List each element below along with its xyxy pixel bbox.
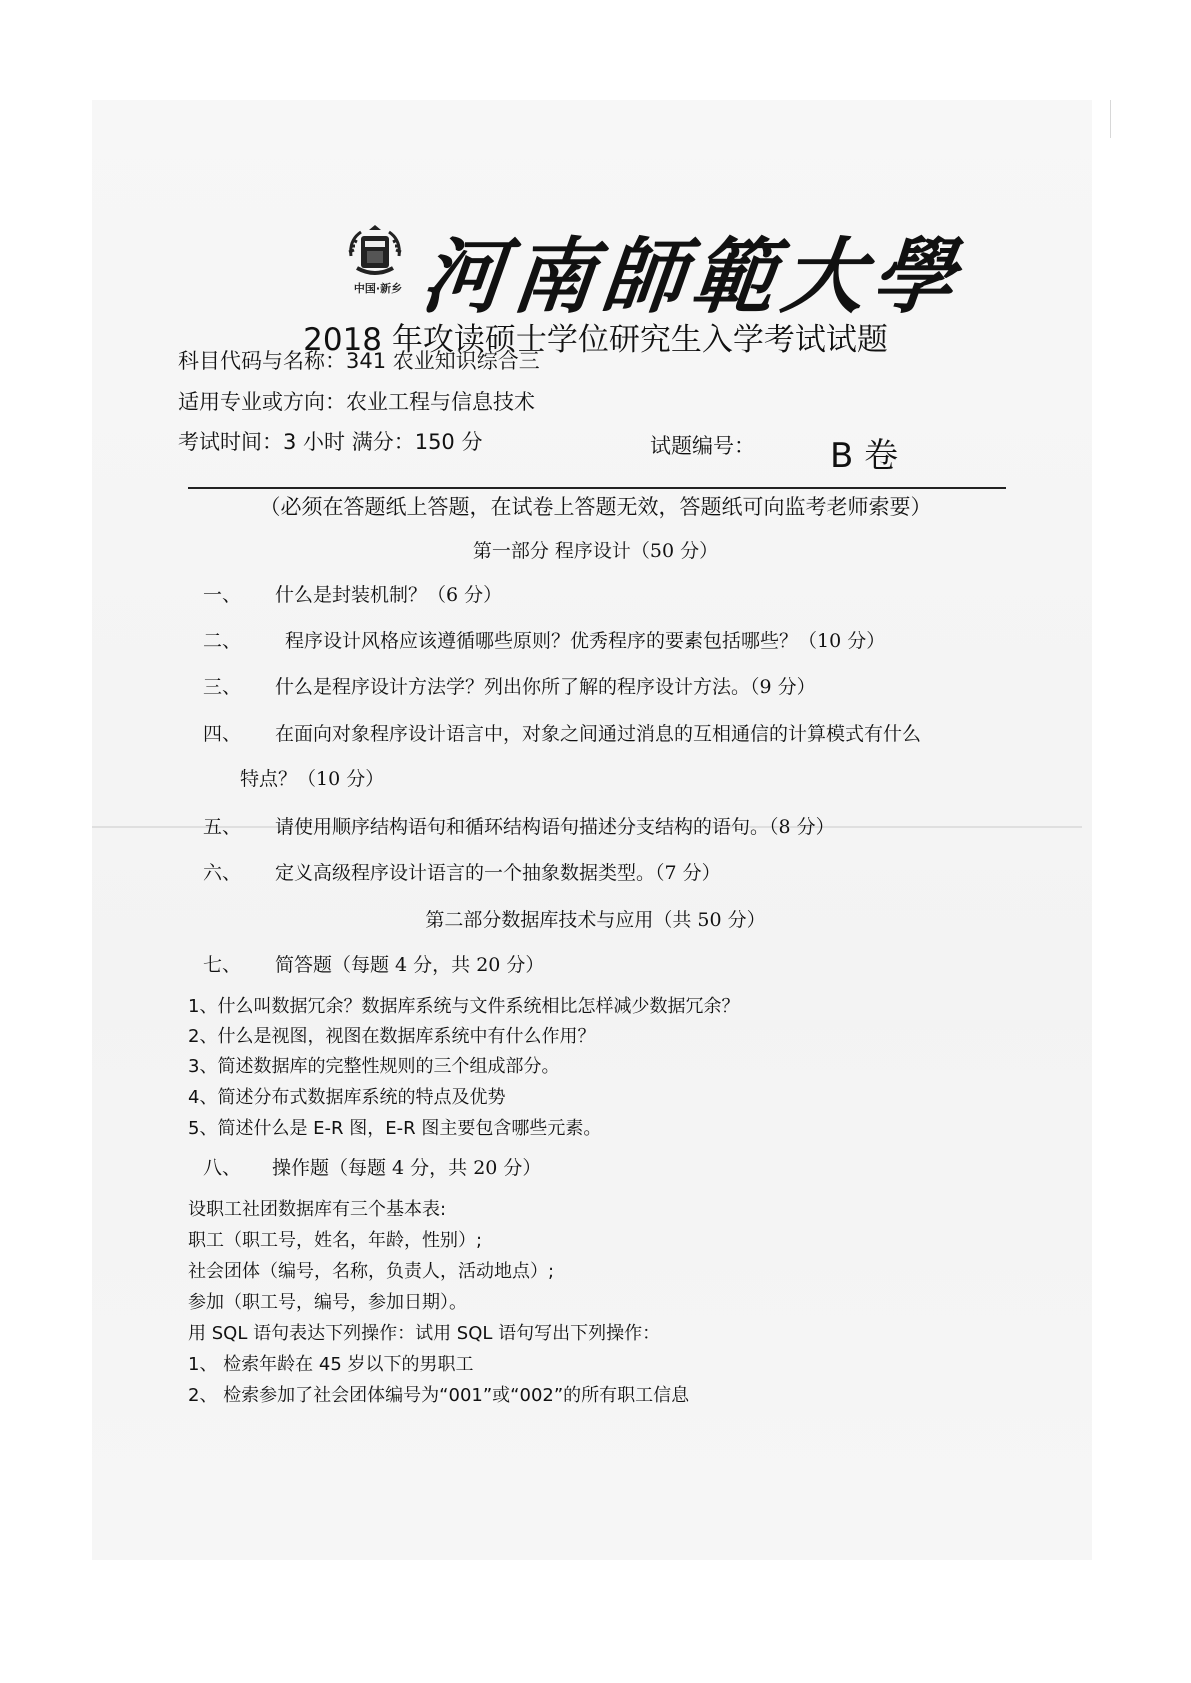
q7-item: 1、什么叫数据冗余？数据库系统与文件系统相比怎样减少数据冗余？ — [188, 996, 740, 1017]
q8-line: 参加（职工号，编号，参加日期）。 — [188, 1292, 467, 1313]
university-header — [343, 212, 968, 325]
q7-item: 3、简述数据库的完整性规则的三个组成部分。 — [188, 1056, 560, 1077]
subject-info: 科目代码与名称：341 农业知识综合三 — [178, 349, 540, 373]
exam-title: 2018 年攻读硕士学位研究生入学考试试题 — [303, 322, 888, 358]
major-info: 适用专业或方向：农业工程与信息技术 — [178, 390, 535, 414]
question-text: 定义高级程序设计语言的一个抽象数据类型。（7 分） — [275, 862, 721, 884]
question-number: 五、 — [203, 816, 242, 838]
header-divider — [188, 487, 1006, 489]
paper-number-label: 试题编号： — [650, 434, 755, 458]
question-number: 六、 — [203, 862, 242, 884]
question-text: 操作题（每题 4 分，共 20 分） — [272, 1157, 542, 1179]
question-text: 请使用顺序结构语句和循环结构语句描述分支结构的语句。（8 分） — [275, 816, 835, 838]
q7-item: 5、简述什么是 E-R 图，E-R 图主要包含哪些元素。 — [188, 1118, 602, 1139]
university-name-logo: 河南師範大學 — [417, 229, 968, 325]
q7-item: 4、简述分布式数据库系统的特点及优势 — [188, 1087, 506, 1108]
q8-line: 1、 检索年龄在 45 岁以下的男职工 — [188, 1354, 474, 1375]
time-score-info: 考试时间：3 小时 满分：150 分 — [178, 430, 483, 454]
question-number: 二、 — [203, 630, 242, 652]
q8-line: 用 SQL 语句表达下列操作：试用 SQL 语句写出下列操作： — [188, 1323, 661, 1344]
part1-title: 第一部分 程序设计（50 分） — [472, 540, 719, 562]
question-number: 一、 — [203, 584, 242, 606]
q7-item: 2、什么是视图，视图在数据库系统中有什么作用？ — [188, 1026, 596, 1047]
question-text: 什么是程序设计方法学？列出你所了解的程序设计方法。（9 分） — [275, 676, 816, 698]
question-text: 什么是封装机制？（6 分） — [275, 584, 503, 606]
question-text: 简答题（每题 4 分，共 20 分） — [275, 954, 545, 976]
paper-code-handwritten: B 卷 — [830, 436, 899, 476]
q8-line: 社会团体（编号，名称，负责人，活动地点）; — [188, 1261, 555, 1282]
question-number: 七、 — [203, 954, 242, 976]
answer-sheet-notice: （必须在答题纸上答题，在试卷上答题无效，答题纸可向监考老师索要） — [259, 495, 932, 519]
question-text: 程序设计风格应该遵循哪些原则？优秀程序的要素包括哪些？（10 分） — [285, 630, 886, 652]
question-number: 四、 — [203, 723, 242, 745]
seal-caption: 中国·新乡 — [353, 282, 403, 295]
q8-line: 2、 检索参加了社会团体编号为“001”或“002”的所有职工信息 — [188, 1385, 690, 1406]
q8-line: 设职工社团数据库有三个基本表: — [188, 1199, 447, 1220]
scan-edge-mark — [1110, 100, 1111, 138]
question-text-continuation: 特点？（10 分） — [240, 768, 385, 790]
q8-line: 职工（职工号，姓名，年龄，性别）; — [188, 1230, 483, 1251]
part2-title: 第二部分数据库技术与应用（共 50 分） — [425, 909, 766, 931]
question-number: 三、 — [203, 676, 242, 698]
university-seal-icon — [343, 222, 407, 286]
question-number: 八、 — [203, 1157, 242, 1179]
question-text: 在面向对象程序设计语言中，对象之间通过消息的互相通信的计算模式有什么 — [275, 723, 922, 745]
